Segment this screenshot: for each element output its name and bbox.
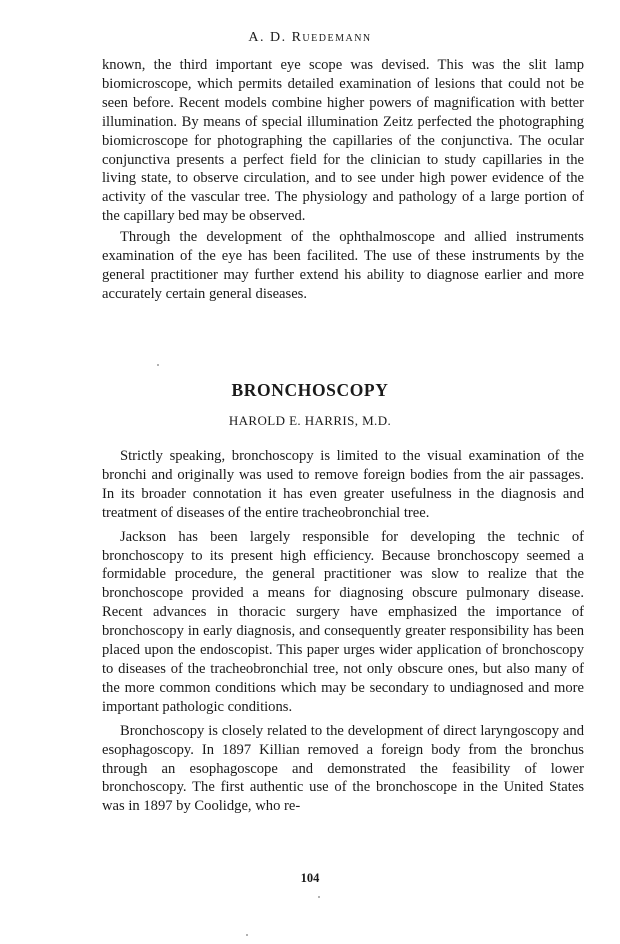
article-paragraph-1: Strictly speaking, bronchoscopy is limited to the visual examination of the bronchi and originally was used to remove foreign bodies from the air passages. In its broader connotation it has even greater usefulness in the diagnosis and treatment of diseases of the entire tracheobronchial tree. — [102, 448, 584, 521]
running-head-surname: Ruedemann — [291, 30, 372, 45]
prior-article-text — [102, 56, 584, 304]
article-body — [102, 447, 584, 816]
article-paragraph-3: Bronchoscopy is closely related to the development of direct laryngoscopy and esophagoscopy. In 1897 Killian removed a foreign body from the bronchus through an esophagoscope and demonstrated the feasibility of lower bronchoscopy. The first authentic use of the bronchoscope in the United States was in 1897 by Coolidge, who re- — [102, 722, 584, 815]
article-author: HAROLD E. HARRIS, M.D. — [228, 413, 392, 428]
article-title: BRONCHOSCOPY — [231, 380, 389, 400]
running-head — [0, 30, 620, 46]
scan-speck — [246, 934, 248, 936]
page-number: 104 — [300, 871, 320, 885]
scan-speck — [318, 896, 320, 898]
prior-paragraph-2: Through the development of the ophthalmoscope and allied instruments examination of the eye has been facilited. The use of these instruments by the general practitioner may further extend his ability to diagnose earlier and more accurately certain general diseases. — [102, 229, 584, 302]
article-paragraph-2: Jackson has been largely responsible for developing the technic of bronchoscopy to its present high efficiency. Because bronchoscopy seemed a formidable procedure, the general practitioner was slow to realize that the bronchoscope provided a means for diagnosing obscure pulmonary disease. Recent advances in thoracic surgery have emphasized the importance of bronchoscopy in early diagnosis, and consequently greater responsibility has been placed upon the endoscopist. This paper urges wider application of bronchoscopy to diseases of the tracheobronchial tree, not only obscure ones, but also many of the more common conditions which may be secondary to undiagnosed and more important pathologic conditions. — [102, 528, 584, 715]
prior-paragraph-1: known, the third important eye scope was devised. This was the slit lamp biomicroscope, which permits detailed examination of lesions that could not be seen before. Recent models combine higher powers of magnification with better illumination. By means of special illumination Zeitz perfected the photographing biomicroscope for photographing the capillaries of the conjunctiva. The ocular conjunctiva presents a perfect field for the clinician to study capillaries in the living state, to observe circulation, and to see under high power evidence of the activity of the vascular tree. The physiology and pathology of a large portion of the capillary bed may be observed. — [102, 57, 584, 225]
running-head-initials: A. D. — [248, 30, 292, 45]
scan-speck — [157, 364, 159, 366]
